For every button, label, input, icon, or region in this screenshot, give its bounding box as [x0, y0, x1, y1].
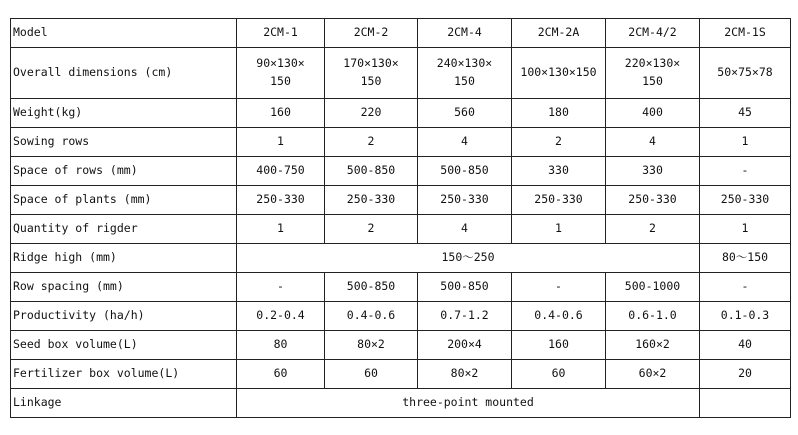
table-row	[11, 389, 791, 418]
table-cell: 1	[700, 128, 791, 157]
table-row	[11, 302, 791, 331]
table-cell: 500-850	[418, 157, 512, 186]
row-label: Quantity of rigder	[11, 215, 237, 244]
table-cell: 60×2	[606, 360, 700, 389]
table-cell: 0.6-1.0	[606, 302, 700, 331]
table-cell: 400-750	[237, 157, 325, 186]
table-cell: 170×130× 150	[325, 48, 418, 99]
row-label: Row spacing (mm)	[11, 273, 237, 302]
table-cell: 220	[325, 99, 418, 128]
table-row	[11, 244, 791, 273]
spec-table	[10, 18, 791, 418]
table-row	[11, 157, 791, 186]
table-cell: 400	[606, 99, 700, 128]
header-row	[11, 19, 791, 48]
table-cell: 250-330	[418, 186, 512, 215]
row-label: Overall dimensions (cm)	[11, 48, 237, 99]
table-cell: 2	[512, 128, 606, 157]
table-cell: 250-330	[325, 186, 418, 215]
table-cell: 500-850	[325, 157, 418, 186]
table-cell: 220×130× 150	[606, 48, 700, 99]
table-row	[11, 273, 791, 302]
table-cell: 250-330	[606, 186, 700, 215]
row-label: Seed box volume(L)	[11, 331, 237, 360]
table-cell: 2	[325, 215, 418, 244]
merged-cell: three-point mounted	[237, 389, 700, 418]
table-cell: 60	[512, 360, 606, 389]
table-cell: 100×130×150	[512, 48, 606, 99]
model-2cm-1s: 2CM-1S	[700, 19, 791, 48]
model-2cm-1: 2CM-1	[237, 19, 325, 48]
table-cell: 1	[700, 215, 791, 244]
table-cell: 250-330	[512, 186, 606, 215]
model-2cm-4: 2CM-4	[418, 19, 512, 48]
table-cell: 500-850	[418, 273, 512, 302]
table-cell: 250-330	[237, 186, 325, 215]
table-row	[11, 360, 791, 389]
table-cell: 160×2	[606, 331, 700, 360]
table-cell: 4	[418, 128, 512, 157]
table-cell: 0.7-1.2	[418, 302, 512, 331]
table-cell: 90×130× 150	[237, 48, 325, 99]
table-row	[11, 215, 791, 244]
table-cell: 500-850	[325, 273, 418, 302]
row-label: Space of rows (mm)	[11, 157, 237, 186]
table-cell: 1	[237, 215, 325, 244]
table-cell: 80×2	[325, 331, 418, 360]
table-cell: 2	[606, 215, 700, 244]
model-2cm-2a: 2CM-2A	[512, 19, 606, 48]
table-row	[11, 186, 791, 215]
table-cell: 560	[418, 99, 512, 128]
table-cell	[700, 389, 791, 418]
row-label: Ridge high (mm)	[11, 244, 237, 273]
table-cell: -	[700, 157, 791, 186]
merged-cell: 150～250	[237, 244, 700, 273]
table-cell: 330	[512, 157, 606, 186]
row-label: Weight(kg)	[11, 99, 237, 128]
table-cell: 330	[606, 157, 700, 186]
table-cell: 0.2-0.4	[237, 302, 325, 331]
table-cell: 50×75×78	[700, 48, 791, 99]
table-cell: 1	[237, 128, 325, 157]
table-cell: 2	[325, 128, 418, 157]
table-cell: 240×130× 150	[418, 48, 512, 99]
table-cell: 160	[512, 331, 606, 360]
table-row	[11, 99, 791, 128]
table-cell: 0.4-0.6	[512, 302, 606, 331]
row-label: Linkage	[11, 389, 237, 418]
table-cell: 80	[237, 331, 325, 360]
table-row	[11, 331, 791, 360]
table-cell: 20	[700, 360, 791, 389]
table-cell: -	[700, 273, 791, 302]
row-label: Sowing rows	[11, 128, 237, 157]
table-cell: 250-330	[700, 186, 791, 215]
row-label: Space of plants (mm)	[11, 186, 237, 215]
row-label: Fertilizer box volume(L)	[11, 360, 237, 389]
table-cell: 180	[512, 99, 606, 128]
table-cell: 60	[325, 360, 418, 389]
table-cell: 60	[237, 360, 325, 389]
table-cell: 80×2	[418, 360, 512, 389]
table-cell: 80～150	[700, 244, 791, 273]
table-row	[11, 128, 791, 157]
table-cell: 4	[606, 128, 700, 157]
table-cell: 500-1000	[606, 273, 700, 302]
table-cell: 160	[237, 99, 325, 128]
model-2cm-2: 2CM-2	[325, 19, 418, 48]
table-row	[11, 48, 791, 99]
table-cell: 4	[418, 215, 512, 244]
table-cell: -	[237, 273, 325, 302]
model-header: Model	[11, 19, 237, 48]
table-cell: 40	[700, 331, 791, 360]
model-2cm-4-2: 2CM-4/2	[606, 19, 700, 48]
table-cell: 200×4	[418, 331, 512, 360]
table-cell: 0.4-0.6	[325, 302, 418, 331]
table-cell: 1	[512, 215, 606, 244]
table-cell: 0.1-0.3	[700, 302, 791, 331]
row-label: Productivity (ha/h)	[11, 302, 237, 331]
table-cell: -	[512, 273, 606, 302]
table-cell: 45	[700, 99, 791, 128]
